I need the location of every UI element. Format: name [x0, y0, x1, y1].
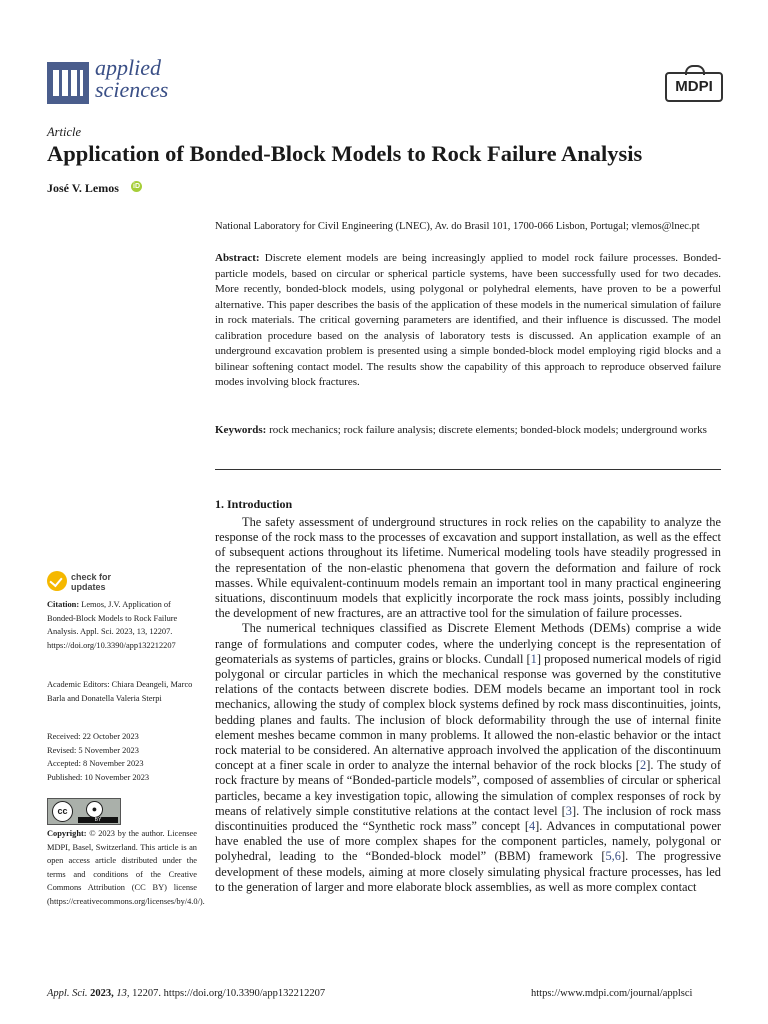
- revised-date: Revised: 5 November 2023: [47, 745, 139, 755]
- journal-name-line2: sciences: [95, 77, 169, 102]
- publication-dates: [47, 730, 197, 784]
- article-title: Application of Bonded-Block Models to Rock Failure Analysis: [47, 141, 643, 166]
- citation-label: Citation:: [47, 600, 80, 609]
- by-label: BY: [78, 817, 118, 823]
- attribution-icon: ●: [86, 801, 103, 818]
- citation-link[interactable]: 5,6: [605, 849, 621, 864]
- keywords-text: rock mechanics; rock failure analysis; discrete elements; bonded-block models; underground works: [269, 424, 707, 436]
- copyright-label: Copyright:: [47, 829, 87, 838]
- footer-year: 2023,: [90, 988, 114, 999]
- author-name[interactable]: José V. Lemos: [47, 181, 119, 195]
- body-text: [215, 515, 721, 895]
- copyright-notice: [47, 827, 205, 908]
- paragraph: The safety assessment of underground structures in rock relies on the capability to analyze the response of the rock mass to the processes of excavation and support installation, as well as the effect of subsequent actions throughout its lifetime. Numerical modeling tools have steadily progressed in the representation of the non-elastic phenomena that govern the deformation and failure of rock masses. While equivalent-continuum models remain an important tool in many practical engineering situations, discontinuum models that explicitly incorporate the rock mass joints, possibly including the development of new fractures, are an attractive tool for the simulation of failure processes.: [215, 515, 721, 621]
- keywords-label: Keywords:: [215, 424, 267, 436]
- check-updates-icon: [47, 571, 67, 591]
- received-date: Received: 22 October 2023: [47, 732, 139, 741]
- check-updates-label: check for updates: [71, 572, 112, 592]
- footer-doi[interactable]: 12207. https://doi.org/10.3390/app132212207: [132, 988, 326, 999]
- orcid-icon[interactable]: iD: [133, 183, 140, 190]
- article-type: Article: [47, 125, 82, 139]
- citation-link[interactable]: 4: [528, 819, 536, 834]
- abstract-label: Abstract:: [215, 252, 260, 264]
- citation-block: [47, 598, 197, 652]
- journal-logo-icon: [47, 62, 89, 104]
- citation-link[interactable]: 2: [640, 758, 647, 773]
- author-affiliation: National Laboratory for Civil Engineering (LNEC), Av. do Brasil 101, 1700-066 Lisbon, Portugal; vlemos@lnec.pt: [215, 221, 700, 232]
- footer-volume: 13,: [116, 988, 130, 999]
- abstract: [215, 251, 721, 391]
- journal-name: [95, 57, 168, 101]
- footer-journal-url[interactable]: https://www.mdpi.com/journal/applsci: [531, 988, 693, 999]
- footer-journal: Appl. Sci.: [47, 988, 88, 999]
- publisher-logo[interactable]: MDPI: [665, 72, 723, 102]
- keywords: [215, 423, 721, 439]
- citation-text: Lemos, J.V. Application of Bonded-Block Models to Rock Failure Analysis. Appl. Sci. 2023, 13, 12207. https://doi.org/10.3390/app132212207: [47, 600, 178, 650]
- section-divider: [215, 469, 721, 470]
- cc-icon: cc: [52, 801, 73, 822]
- section-heading: 1. Introduction: [215, 497, 293, 511]
- abstract-text: Discrete element models are being increasingly applied to model rock failure processes. Bonded-particle models, based on circular or spherical particle systems, have been successfully used for two decades. More recently, bonded-block models, using polygonal or polyhedral elements, have proven to be a powerful alternative. This paper describes the basis of the application of these models in the numerical simulation of failure in rock materials. The critical governing parameters are identified, and their influence is discussed. The model calibration procedure based on the analysis of laboratory tests is discussed. An application example of an underground excavation problem is presented using a simple bonded-block model employing rigid blocks and a bilinear softening contact model. The results show the capability of this approach to reproduce observed failure modes involving block fractures.: [215, 252, 722, 388]
- published-date: Published: 10 November 2023: [47, 772, 150, 782]
- journal-name-line1: applied: [95, 55, 161, 80]
- footer-citation: [47, 988, 325, 999]
- cc-license-icon[interactable]: [47, 798, 121, 825]
- copyright-text: © 2023 by the author. Licensee MDPI, Basel, Switzerland. This article is an open access article distributed under the terms and conditions of the Creative Commons Attribution (CC BY) license (https://creativecommons.org/licenses/by/4.0/).: [47, 829, 205, 906]
- citation-link[interactable]: 3: [565, 803, 572, 818]
- academic-editors: Academic Editors: Chiara Deangeli, Marco Barla and Donatella Valeria Sterpi: [47, 680, 193, 703]
- paragraph: The numerical techniques classified as Discrete Element Methods (DEMs) comprise a wide range of formulations and computer codes, where the underlying concept is the representation of geomaterials as systems of particles, grains or blocks. Cundall [1] proposed numerical models of rigid polygonal or circular particles in which the mechanical response was governed by the constitutive relations of the contacts between discrete bodies. DEM models became an important tool in rock mechanics, allowing the study of complex block systems defined by rock mass discontinuities, joints, bedding planes and faults. The inclusion of block deformability through the use of internal finite element meshes became common in many problems. It allowed the non-elastic behavior or the intact rock material to be considered. An alternative approach involved the application of the discontinuum concept at a finer scale in order to analyze the internal behavior of the rock blocks [2]. The study of rock fracture by means of “Bonded-particle models”, composed of assemblies of circular or spherical particles, became a key investigation topic, allowing the simulation of complex responses of rock by means of relatively simple constitutive relations at the contact level [3]. The inclusion of rock mass discontinuities produced the “Synthetic rock mass” concept [4]. Advances in computational power have enabled the use of more complex shapes for the component particles, namely, polygonal or polyhedral, leading to the “Bonded-block model” (BBM) framework [5,6]. The progressive development of these models, aiming at more closely simulating physical fracture processes, has led to the generation of larger and more elaborate block assemblies, as well as more complex contact: [215, 621, 722, 894]
- accepted-date: Accepted: 8 November 2023: [47, 759, 144, 768]
- citation-link[interactable]: 1: [530, 651, 537, 666]
